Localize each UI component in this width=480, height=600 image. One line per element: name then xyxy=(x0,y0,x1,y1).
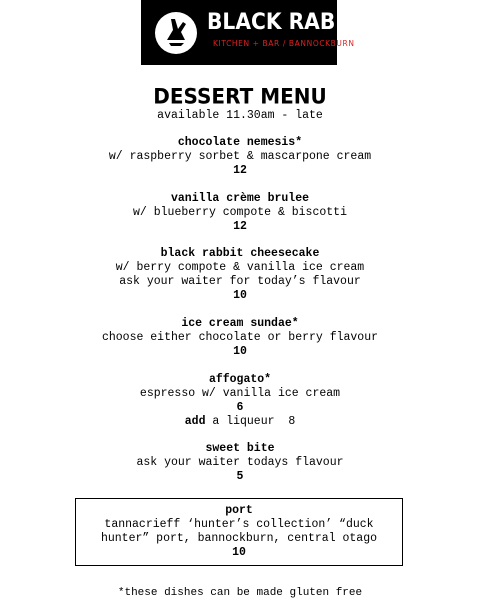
logo xyxy=(141,0,373,65)
port-description: tannacrieff ‘hunter’s collection’ “duck xyxy=(104,518,374,531)
logo-tagline: KITCHEN + BAR / BANNOCKBURN xyxy=(213,39,355,48)
item-price: 12 xyxy=(233,220,247,233)
menu-item xyxy=(0,317,480,359)
item-name: sweet bite xyxy=(205,442,275,455)
item-name: black rabbit cheesecake xyxy=(160,247,320,260)
menu-item xyxy=(0,373,480,429)
port-price: 10 xyxy=(232,546,246,559)
port-name: port xyxy=(225,504,253,517)
port-description: hunter” port, bannockburn, central otago xyxy=(100,532,378,545)
item-price: 6 xyxy=(236,401,244,414)
item-name: ice cream sundae* xyxy=(181,317,299,330)
gluten-free-footnote: *these dishes can be made gluten free xyxy=(117,587,363,599)
item-price: 10 xyxy=(233,345,247,358)
item-name: vanilla crème brulee xyxy=(170,192,310,205)
item-name: chocolate nemesis* xyxy=(177,136,303,149)
item-description: ask your waiter for today’s flavour xyxy=(119,275,361,288)
item-description: espresso w/ vanilla ice cream xyxy=(139,387,341,400)
item-name: affogato* xyxy=(208,373,272,386)
menu-item xyxy=(0,192,480,234)
logo-name: BLACK RABBIT xyxy=(207,10,373,35)
menu-item xyxy=(0,136,480,178)
addon-keyword: add xyxy=(184,415,206,428)
item-description: ask your waiter todays flavour xyxy=(136,456,344,469)
item-price: 5 xyxy=(236,470,244,483)
menu-item xyxy=(0,247,480,303)
availability-text: available 11.30am - late xyxy=(157,109,323,122)
item-price: 12 xyxy=(233,164,247,177)
port-box xyxy=(75,498,403,566)
item-description: w/ raspberry sorbet & mascarpone cream xyxy=(108,150,372,163)
item-description: w/ blueberry compote & biscotti xyxy=(133,206,347,219)
rabbit-icon xyxy=(153,10,199,56)
item-description: w/ berry compote & vanilla ice cream xyxy=(115,261,365,274)
item-price: 10 xyxy=(233,289,247,302)
menu-title: DESSERT MENU xyxy=(153,83,327,109)
item-addon xyxy=(0,415,480,429)
item-description: choose either chocolate or berry flavour xyxy=(101,331,379,344)
menu-item xyxy=(0,442,480,484)
addon-text: a liqueur 8 xyxy=(205,415,296,428)
